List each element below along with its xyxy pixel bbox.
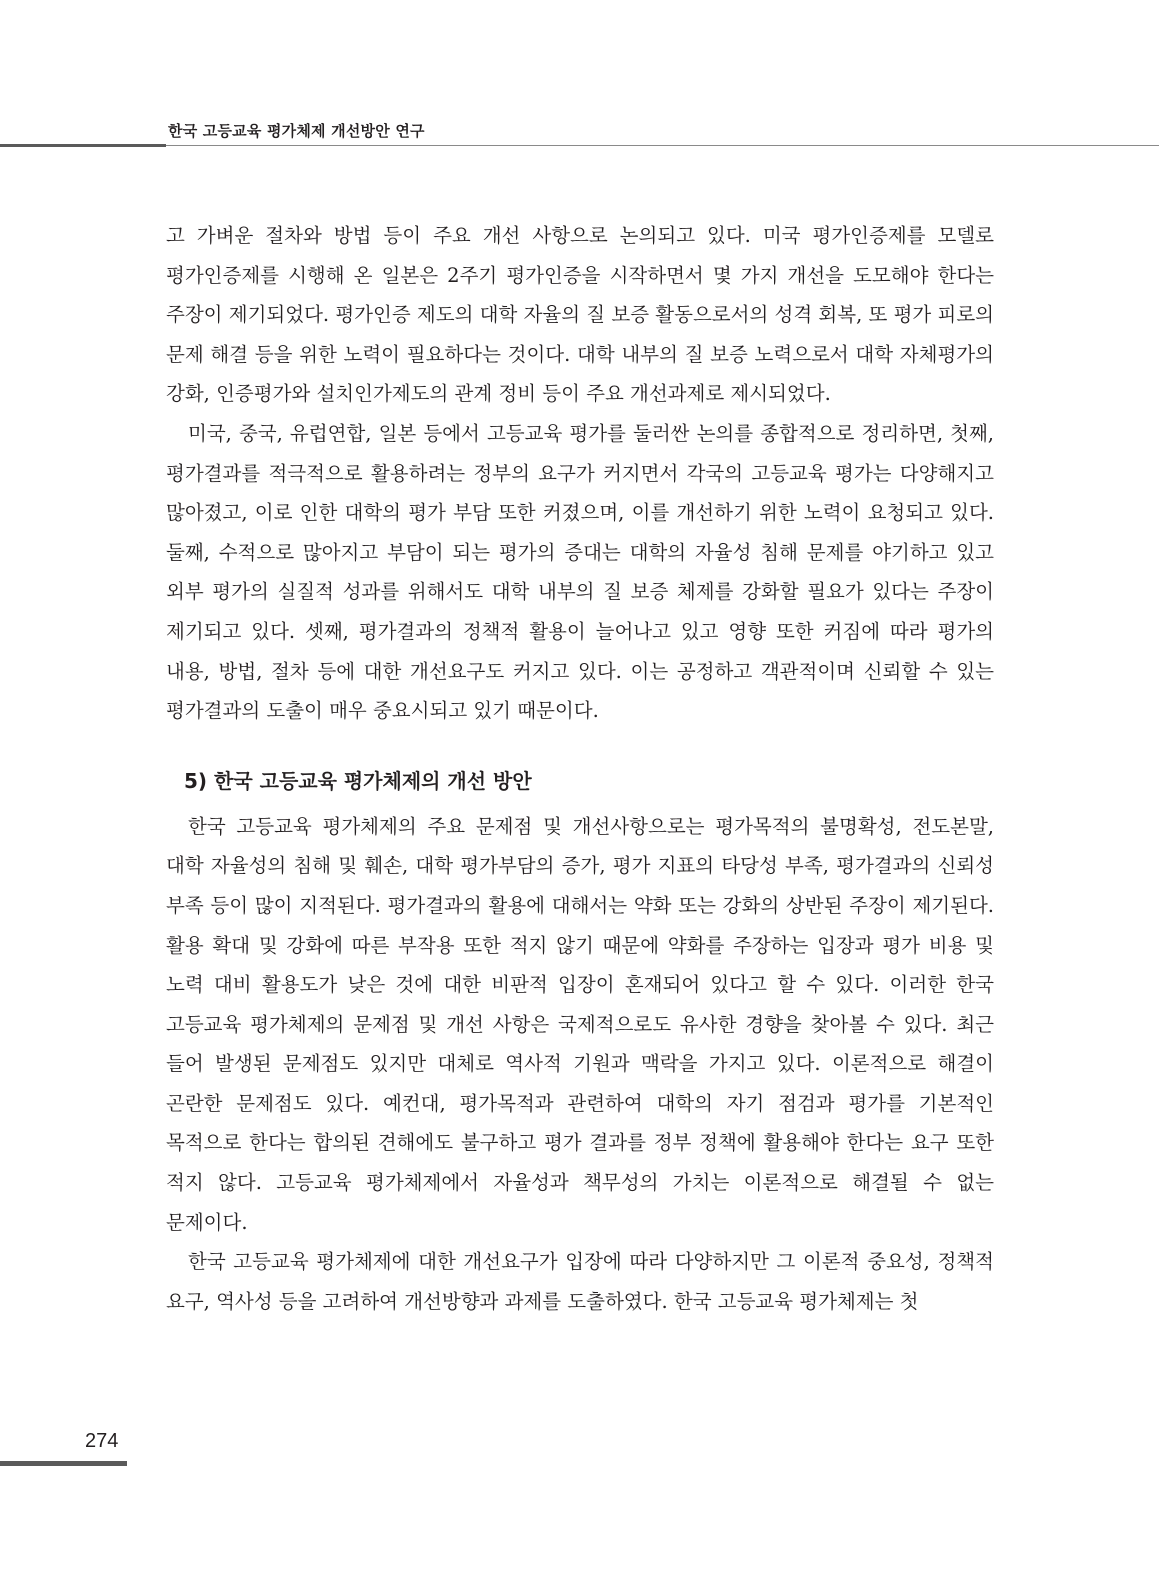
header-rule-accent [0,144,166,147]
running-header-title: 한국 고등교육 평가체제 개선방안 연구 [168,122,425,140]
paragraph-1: 고 가벼운 절차와 방법 등이 주요 개선 사항으로 논의되고 있다. 미국 평가인증제를 모델로 평가인증제를 시행해 온 일본은 2주기 평가인증을 시작하면서 몇 가지 개선을 도모해야 한다는 주장이 제기되었다. 평가인증 제도의 대학 자율의 질 보증 활동으로서의 성격 회복, 또 평가 피로의 문제 해결 등을 위한 노력이 필요하다는 것이다. 대학 내부의 질 보증 노력으로서 대학 자체평가의 강화, 인증평가와 설치인가제도의 관계 정비 등이 주요 개선과제로 제시되었다. [166,224,994,406]
section-heading: 5) 한국 고등교육 평가체제의 개선 방안 [184,768,532,793]
paragraph-2: 미국, 중국, 유럽연합, 일본 등에서 고등교육 평가를 둘러싼 논의를 종합적으로 정리하면, 첫째, 평가결과를 적극적으로 활용하려는 정부의 요구가 커지면서 각국의 고등교육 평가는 다양해지고 많아졌고, 이로 인한 대학의 평가 부담 또한 커졌으며, 이를 개선하기 위한 노력이 요청되고 있다. 둘째, 수적으로 많아지고 부담이 되는 평가의 증대는 대학의 자율성 침해 문제를 야기하고 있고 외부 평가의 실질적 성과를 위해서도 대학 내부의 질 보증 체제를 강화할 필요가 있다는 주장이 제기되고 있다. 셋째, 평가결과의 정책적 활용이 늘어나고 있고 영향 또한 커짐에 따라 평가의 내용, 방법, 절차 등에 대한 개선요구도 커지고 있다. 이는 공정하고 객관적이며 신뢰할 수 있는 평가결과의 도출이 매우 중요시되고 있기 때문이다. [166,421,994,723]
paragraph-3: 한국 고등교육 평가체제의 주요 문제점 및 개선사항으로는 평가목적의 불명확성, 전도본말, 대학 자율성의 침해 및 훼손, 대학 평가부담의 증가, 평가 지표의 타당성 부족, 평가결과의 신뢰성 부족 등이 많이 지적된다. 평가결과의 활용에 대해서는 약화 또는 강화의 상반된 주장이 제기된다. 활용 확대 및 강화에 따른 부작용 또한 적지 않기 때문에 약화를 주장하는 입장과 평가 비용 및 노력 대비 활용도가 낮은 것에 대한 비판적 입장이 혼재되어 있다고 할 수 있다. 이러한 한국 고등교육 평가체제의 문제점 및 개선 사항은 국제적으로도 유사한 경향을 찾아볼 수 있다. 최근 들어 발생된 문제점도 있지만 대체로 역사적 기원과 맥락을 가지고 있다. 이론적으로 해결이 곤란한 문제점도 있다. 예컨대, 평가목적과 관련하여 대학의 자기 점검과 평가를 기본적인 목적으로 한다는 합의된 견해에도 불구하고 평가 결과를 정부 정책에 활용해야 한다는 요구 또한 적지 않다. 고등교육 평가체제에서 자율성과 책무성의 가치는 이론적으로 해결될 수 없는 문제이다. [166,814,994,1234]
header-rule [166,145,1159,146]
footer-rule [0,1461,127,1466]
paragraph-4: 한국 고등교육 평가체제에 대한 개선요구가 입장에 따라 다양하지만 그 이론적 중요성, 정책적 요구, 역사성 등을 고려하여 개선방향과 과제를 도출하였다. 한국 고등교육 평가체제는 첫 [166,1250,994,1313]
page-body [166,216,994,1321]
page-number: 274 [85,1430,119,1452]
